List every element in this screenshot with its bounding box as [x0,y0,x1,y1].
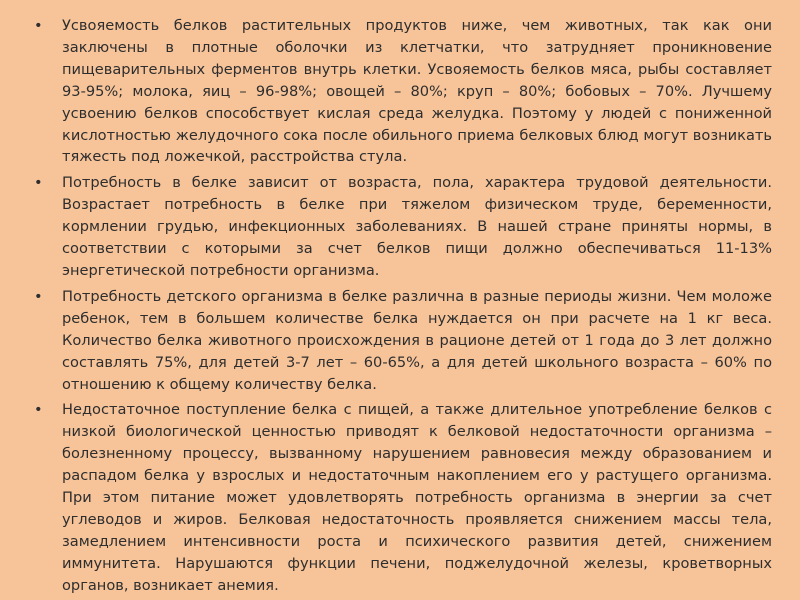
bullet-item-digestibility [34,15,772,168]
bullet-dot-icon: • [34,401,43,419]
bullet-dot-icon: • [34,287,43,305]
paragraph-protein-deficiency: Недостаточное поступление белка с пищей, а также длительное употребление белков с низкой биологической ценностью приводят к белковой недостаточности организма – болезненному процессу, вызванному нарушением равновесия между образованием и распадом белка у взрослых и недостаточным накоплением его у растущего организма. При этом питание может удовлетворять потребность организма в энергии за счет углеводов и жиров. Белковая недостаточность проявляется снижением массы тела, замедлением интенсивности роста и психического развития детей, снижением иммунитета. Нарушаются функции печени, поджелудочной железы, кроветворных органов, возникает анемия. [62,401,772,594]
bullet-item-protein-need [34,172,772,282]
bullet-item-children-need [34,286,772,396]
bullet-item-protein-deficiency [34,399,772,596]
paragraph-children-need: Потребность детского организма в белке различна в разные периоды жизни. Чем моложе ребенок, тем в большем количестве белка нуждается он при расчете на 1 кг веса. Количество белка животного происхождения в рационе детей от 1 года до 3 лет должно составлять 75%, для детей 3-7 лет – 60-65%, а для детей школьного возраста – 60% по отношению к общему количеству белка. [62,287,772,393]
bullet-dot-icon: • [34,17,43,34]
bullet-list [34,15,772,597]
paragraph-digestibility: Усвояемость белков растительных продуктов ниже, чем животных, так как они заключены в плотные оболочки из клетчатки, что затрудняет проникновение пищеварительных ферментов внутрь клетки. Усвояемость белков мяса, рыбы составляет 93-95%; молока, яиц – 96-98%; овощей – 80%; круп – 80%; бобовых – 70%. Лучшему усвоению белков способствует кислая среда желудка. Поэтому у людей с пониженной кислотностью желудочного сока после обильного приема белковых блюд могут возникать тяжесть под ложечкой, расстройства стула. [62,17,772,166]
paragraph-protein-need: Потребность в белке зависит от возраста, пола, характера трудовой деятельности. Возрастает потребность в белке при тяжелом физическом труде, беременности, кормлении грудью, инфекционных заболеваниях. В нашей стране приняты нормы, в соответствии с которыми за счет белков пищи должно обеспечиваться 11-13% энергетической потребности организма. [62,174,772,279]
bullet-dot-icon: • [34,174,43,192]
